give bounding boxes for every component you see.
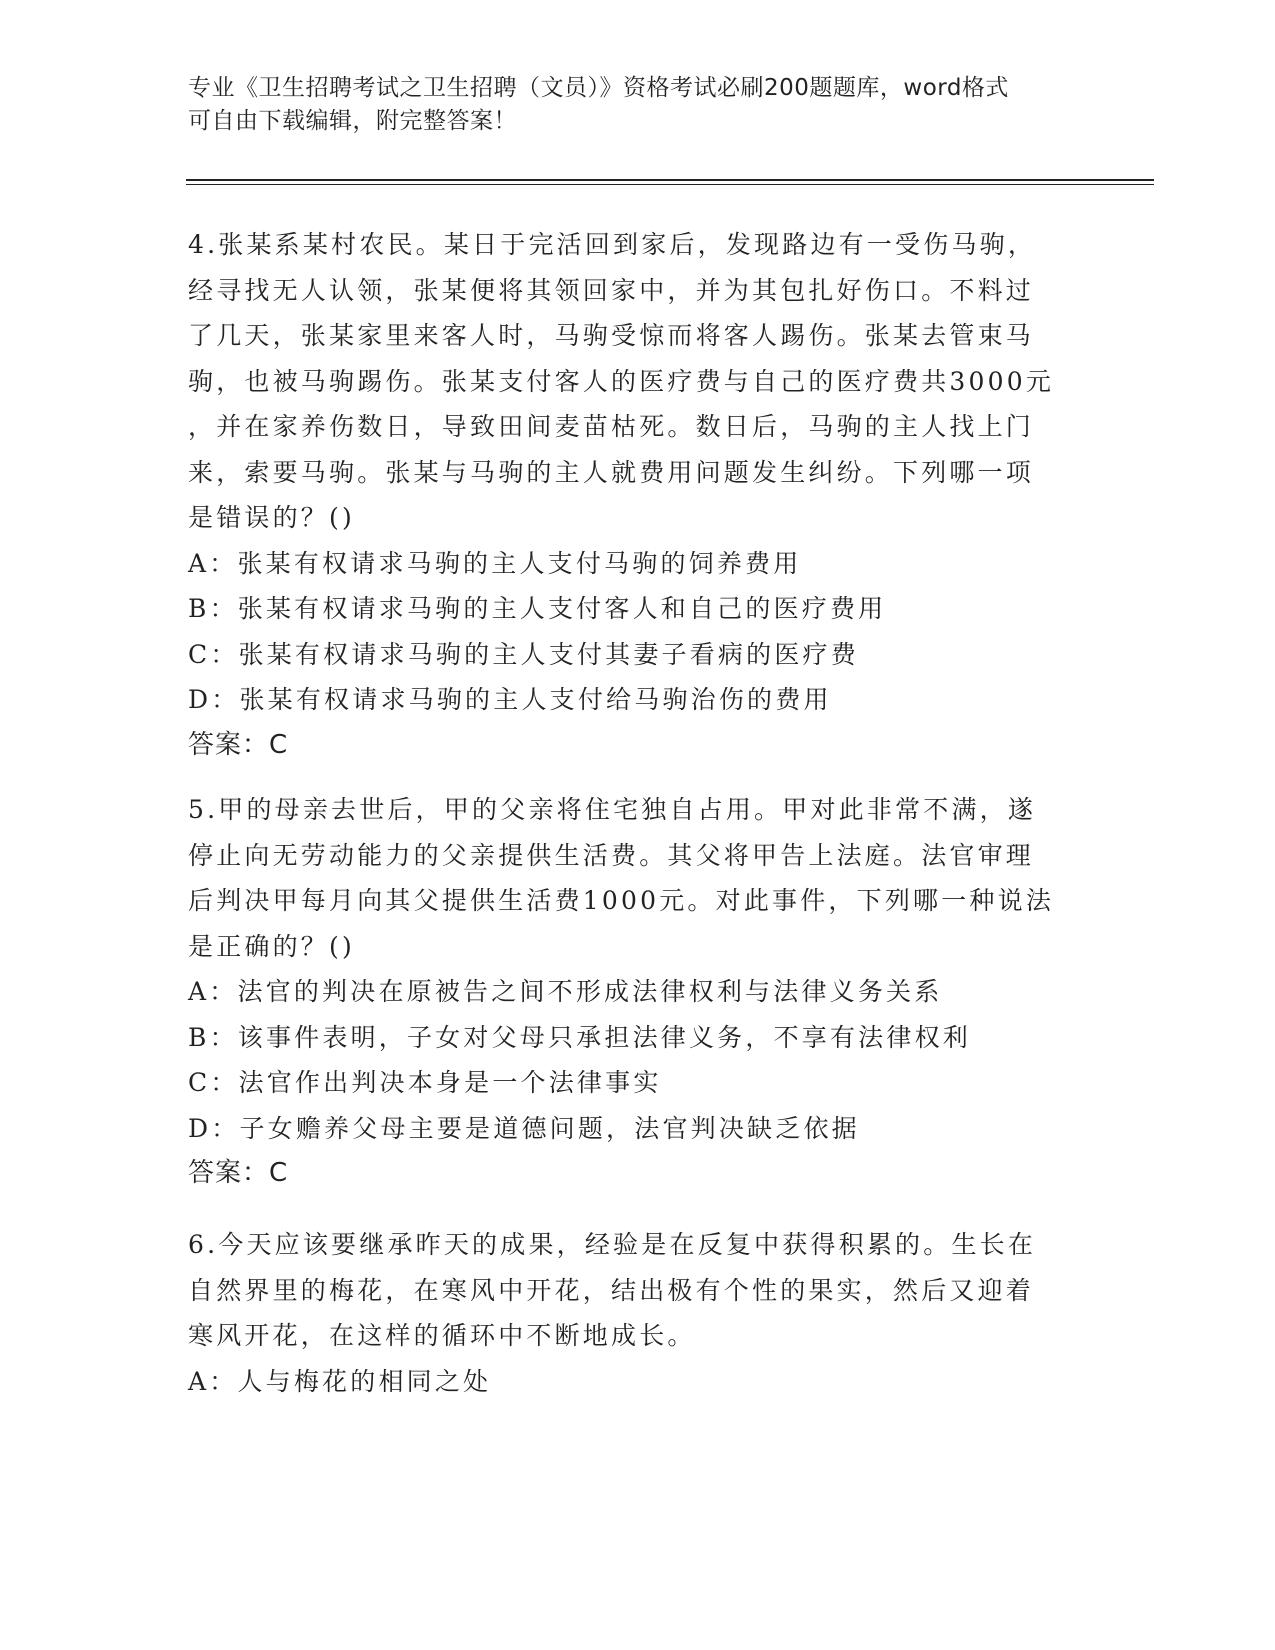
question-4 bbox=[188, 222, 1088, 768]
option-a: A：人与梅花的相同之处 bbox=[188, 1366, 492, 1396]
header-divider bbox=[186, 179, 1154, 185]
option-c: C：法官作出判决本身是一个法律事实 bbox=[188, 1068, 662, 1097]
question-5 bbox=[188, 787, 1088, 1197]
question-stem-line: ，并在家养伤数日，导致田间麦苗枯死。数日后，马驹的主人找上门 bbox=[188, 412, 1035, 441]
question-stem-line: 4.张某系某村农民。某日于完活回到家后，发现路边有一受伤马驹， bbox=[188, 230, 1037, 259]
option-b: B：张某有权请求马驹的主人支付客人和自己的医疗费用 bbox=[188, 594, 887, 623]
question-stem-line: 经寻找无人认领，张某便将其领回家中，并为其包扎好伤口。不料过 bbox=[188, 275, 1035, 305]
question-stem-line: 了几天，张某家里来客人时，马驹受惊而将客人踢伤。张某去管束马 bbox=[188, 321, 1035, 350]
option-c: C：张某有权请求马驹的主人支付其妻子看病的医疗费 bbox=[188, 639, 859, 669]
option-d: D：张某有权请求马驹的主人支付给马驹治伤的费用 bbox=[188, 685, 832, 714]
option-a: A：张某有权请求马驹的主人支付马驹的饲养费用 bbox=[188, 548, 802, 578]
answer-label: 答案：C bbox=[188, 729, 289, 760]
header-title-line-2: 可自由下载编辑，附完整答案！ bbox=[188, 108, 517, 134]
question-stem-line: 驹，也被马驹踢伤。张某支付客人的医疗费与自己的医疗费共3000元 bbox=[188, 366, 1055, 396]
question-stem-line: 是错误的？() bbox=[188, 503, 355, 532]
answer-label: 答案：C bbox=[188, 1158, 289, 1188]
question-stem-line: 6.今天应该要继承昨天的成果，经验是在反复中获得积累的。生长在 bbox=[188, 1230, 1037, 1259]
option-b: B：该事件表明，子女对父母只承担法律义务，不享有法律权利 bbox=[188, 1022, 971, 1052]
question-stem-line: 寒风开花，在这样的循环中不断地成长。 bbox=[188, 1321, 696, 1350]
option-d: D：子女赡养父母主要是道德问题，法官判决缺乏依据 bbox=[188, 1113, 860, 1143]
question-stem-line: 是正确的？() bbox=[188, 931, 355, 961]
question-stem-line: 后判决甲每月向其父提供生活费1000元。对此事件，下列哪一种说法 bbox=[188, 886, 1055, 915]
question-6 bbox=[188, 1222, 1088, 1404]
header-title-line-1: 专业《卫生招聘考试之卫生招聘（文员）》资格考试必刷200题题库，word格式 bbox=[188, 75, 1009, 101]
question-stem-line: 停止向无劳动能力的父亲提供生活费。其父将甲告上法庭。法官审理 bbox=[188, 840, 1035, 870]
question-stem-line: 自然界里的梅花，在寒风中开花，结出极有个性的果实，然后又迎着 bbox=[188, 1275, 1035, 1305]
question-stem-line: 5.甲的母亲去世后，甲的父亲将住宅独自占用。甲对此非常不满，遂 bbox=[188, 795, 1037, 824]
question-stem-line: 来，索要马驹。张某与马驹的主人就费用问题发生纠纷。下列哪一项 bbox=[188, 457, 1035, 487]
document-header bbox=[188, 72, 1088, 138]
option-a: A：法官的判决在原被告之间不形成法律权利与法律义务关系 bbox=[188, 977, 943, 1006]
